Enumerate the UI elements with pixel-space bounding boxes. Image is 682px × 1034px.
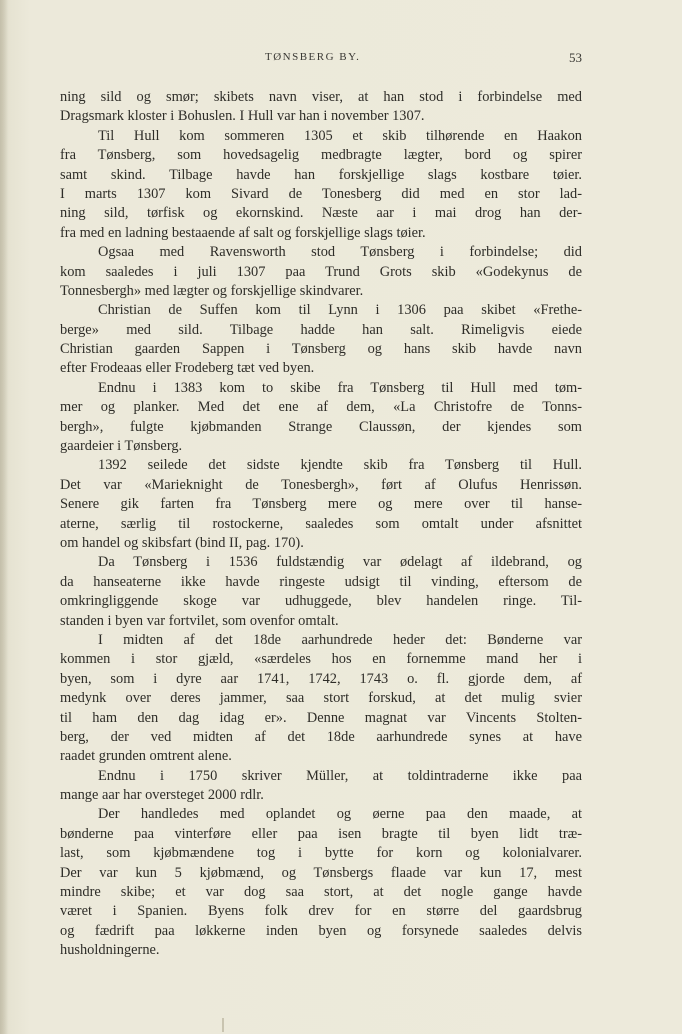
text-line: berge» med sild. Tilbage hadde han salt. Rimeligvis eiede xyxy=(60,321,582,338)
text-line: mange aar har oversteget 2000 rdlr. xyxy=(60,787,264,804)
page-number: 53 xyxy=(569,50,582,65)
text-line: mindre skibe; et var dog saa stort, at det nogle gange havde xyxy=(60,884,582,901)
text-line: kommen i stor gjæld, «særdeles hos en fornemme mand her i xyxy=(60,651,582,668)
text-line: Til Hull kom sommeren 1305 et skib tilhørende en Haakon xyxy=(98,127,582,144)
running-title: TØNSBERG BY. xyxy=(265,51,361,63)
text-line: Endnu i 1750 skriver Müller, at toldintraderne ikke paa xyxy=(98,767,582,784)
text-line: I midten af det 18de aarhundrede heder det: Bønderne var xyxy=(98,631,582,648)
text-line: 1392 seilede det sidste kjendte skib fra Tønsberg til Hull. xyxy=(98,457,582,474)
text-line: kom saaledes i juli 1307 paa Trund Grots skib «Godekynus de xyxy=(60,263,582,280)
text-line: Ogsaa med Ravensworth stod Tønsberg i forbindelse; did xyxy=(98,244,582,261)
text-line: aterne, særlig til rostockerne, saaledes som omtalt under afsnittet xyxy=(60,515,582,532)
text-line: efter Frodeaas eller Frodeberg tæt ved byen. xyxy=(60,360,315,377)
text-line: mer og planker. Med det ene af dem, «La Christofre de Tonns- xyxy=(60,399,582,416)
text-line: byen, som i dyre aar 1741, 1742, 1743 o. fl. gjorde dem, af xyxy=(60,670,582,687)
text-line: bergh», fulgte kjøbmanden Strange Claussøn, der kjendes som xyxy=(60,418,582,435)
text-line: omkringliggende skoge var udhuggede, blev handelen ringe. Til- xyxy=(60,593,582,610)
body-text xyxy=(60,88,582,961)
page-header xyxy=(60,51,582,67)
page-gutter-shadow xyxy=(0,0,8,1034)
text-line: da hanseaterne ikke havde ringeste udsigt til vinding, eftersom de xyxy=(60,573,582,590)
text-line: medynk over deres jammer, saa stort forskud, at det mulig svier xyxy=(60,690,582,707)
text-line: Det var «Marieknight de Tonesbergh», ført af Olufus Henrissøn. xyxy=(60,476,582,493)
text-line: last, som kjøbmændene tog i bytte for korn og kolonialvarer. xyxy=(60,845,582,862)
text-line: og fædrift paa løkkerne inden byen og forsynede saaledes delvis xyxy=(60,922,582,939)
text-line: gaardeier i Tønsberg. xyxy=(60,438,183,455)
text-line: fra Tønsberg, som hovedsagelig medbragte lægter, bord og spirer xyxy=(60,147,582,164)
text-line: fra med en ladning bestaaende af salt og forskjellige slags tøier. xyxy=(60,224,426,241)
text-line: ning sild og smør; skibets navn viser, at han stod i forbindelse med xyxy=(60,89,582,105)
text-line: berg, der ved midten af det 18de aarhundrede synes at have xyxy=(60,728,582,745)
text-line: husholdningerne. xyxy=(60,942,160,959)
text-line: Christian de Suffen kom til Lynn i 1306 paa skibet «Frethe- xyxy=(98,302,582,319)
text-line: Tonnesbergh» med lægter og forskjellige skindvarer. xyxy=(60,282,364,299)
text-line: bønderne paa vinterføre eller paa isen bragte til byen lidt træ- xyxy=(60,825,582,842)
text-line: Der var kun 5 kjøbmænd, og Tønsbergs flaade var kun 17, mest xyxy=(60,864,582,881)
text-line: Senere gik farten fra Tønsberg mere og mere over til hanse- xyxy=(60,496,582,513)
text-line: til ham den dag idag er». Denne magnat var Vincents Stolten- xyxy=(60,709,582,726)
text-line: Endnu i 1383 kom to skibe fra Tønsberg til Hull med tøm- xyxy=(98,379,582,396)
text-line: Da Tønsberg i 1536 fuldstændig var ødelagt af ildebrand, og xyxy=(98,554,582,571)
text-line: raadet grunden omtrent alene. xyxy=(60,748,232,765)
text-line: om handel og skibsfart (bind II, pag. 170). xyxy=(60,534,304,551)
text-line: været i Spanien. Byens folk drev for en større del gaardsbrug xyxy=(60,903,582,920)
text-line: I marts 1307 kom Sivard de Tonesberg did med en stor lad- xyxy=(60,185,582,202)
text-line: samt skind. Tilbage havde han forskjellige slags kostbare tøier. xyxy=(60,166,582,183)
text-line: Der handledes med oplandet og øerne paa den maade, at xyxy=(98,806,582,823)
text-line: Christian gaarden Sappen i Tønsberg og hans skib havde navn xyxy=(60,341,582,358)
scan-artifact-mark xyxy=(222,1018,224,1032)
text-line: standen i byen var fortvilet, som ovenfor omtalt. xyxy=(60,612,339,629)
text-line: Dragsmark kloster i Bohuslen. I Hull var han i november 1307. xyxy=(60,108,425,125)
text-line: ning sild, tørfisk og ekornskind. Næste aar i mai drog han der- xyxy=(60,205,582,222)
